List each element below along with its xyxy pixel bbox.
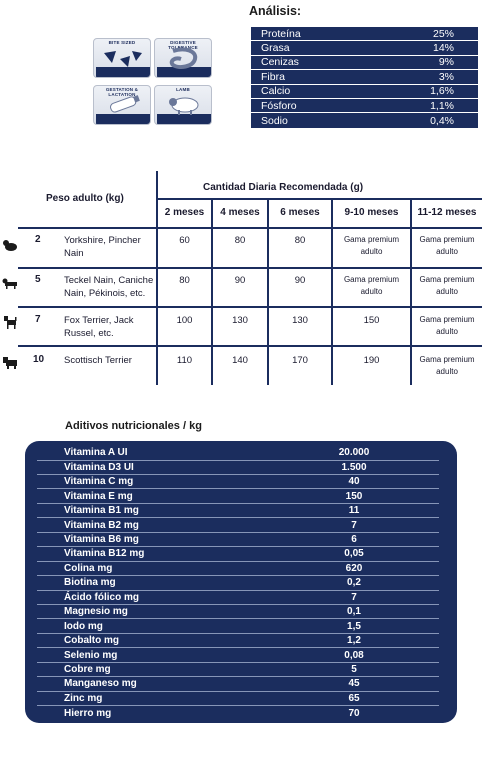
row-value: 150	[363, 315, 380, 326]
row-value: 100	[176, 315, 193, 326]
additive-value: 45	[348, 678, 360, 690]
lamb-icon	[154, 85, 212, 125]
additive-name: Vitamina C mg	[64, 476, 134, 488]
row-value: Gama premium adulto	[419, 355, 475, 376]
age-column-header: 4 meses	[220, 207, 260, 218]
analysis-row	[251, 41, 478, 55]
analysis-row	[251, 85, 478, 99]
additive-name: Vitamina D3 UI	[64, 461, 134, 473]
row-value: 80	[294, 235, 306, 246]
row-weight: 2	[35, 234, 41, 245]
additive-row	[37, 605, 439, 620]
additive-row	[37, 475, 439, 490]
additive-row	[37, 634, 439, 649]
additive-row	[37, 706, 439, 721]
additive-name: Magnesio mg	[64, 606, 128, 618]
row-value: 110	[176, 355, 193, 366]
additive-value: 40	[348, 476, 360, 488]
analysis-value: 14%	[432, 42, 454, 55]
analysis-name: Fibra	[261, 70, 285, 83]
additive-row	[37, 547, 439, 562]
analysis-name: Proteína	[261, 27, 301, 40]
analysis-name: Sodio	[261, 114, 288, 127]
age-column-header: 9-10 meses	[344, 207, 399, 218]
row-value: Gama premium adulto	[343, 235, 400, 256]
additive-row	[37, 562, 439, 577]
additive-row	[37, 446, 439, 461]
additive-row	[37, 591, 439, 606]
additive-name: Vitamina E mg	[64, 490, 133, 502]
icon-caption: DIGESTIVE TOLERANCE	[168, 40, 198, 50]
additive-row	[37, 518, 439, 533]
analysis-row	[251, 70, 478, 84]
row-weight: 10	[33, 354, 45, 365]
age-column-header: 6 meses	[280, 207, 320, 218]
additive-name: Biotina mg	[64, 577, 116, 589]
age-column-header: 2 meses	[164, 207, 205, 218]
additive-name: Manganeso mg	[64, 678, 137, 690]
table-divider	[158, 198, 482, 200]
additive-value: 5	[351, 664, 357, 675]
additives-title: Aditivos nutricionales / kg	[65, 420, 202, 432]
analysis-value: 25%	[432, 27, 454, 40]
additive-name: Cobalto mg	[64, 635, 119, 647]
weight-header: Peso adulto (kg)	[46, 193, 124, 204]
additive-value: 1,2	[347, 635, 361, 647]
additive-value: 1,5	[347, 620, 361, 632]
row-value: 80	[234, 235, 246, 246]
analysis-title: Análisis:	[249, 4, 302, 18]
row-value: 80	[179, 275, 190, 286]
row-breeds: Teckel Nain, Caniche Nain, Pékinois, etc.	[64, 275, 154, 299]
analysis-row	[251, 56, 478, 70]
analysis-row	[251, 27, 478, 41]
row-value: Gama premium adulto	[419, 235, 475, 256]
additive-value: 7	[351, 519, 357, 531]
additive-row	[37, 692, 439, 707]
analysis-name: Calcio	[261, 85, 291, 98]
row-value: Gama premium adulto	[343, 275, 400, 296]
row-value: 130	[292, 315, 308, 326]
row-value: 140	[232, 355, 248, 366]
bite-sized-icon	[93, 38, 151, 78]
additive-row	[37, 460, 439, 475]
row-breeds: Yorkshire, Pincher Nain	[64, 235, 141, 259]
additive-value: 7	[351, 591, 357, 603]
row-breeds: Fox Terrier, Jack Russel, etc.	[64, 315, 134, 339]
table-divider	[18, 306, 482, 308]
row-value: 130	[232, 315, 248, 326]
analysis-row	[251, 113, 478, 127]
additive-name: Vitamina A UI	[64, 447, 128, 459]
additive-row	[37, 576, 439, 591]
additive-row	[37, 489, 439, 504]
additive-row	[37, 533, 439, 548]
additive-row	[37, 504, 439, 519]
gestation-lactation-icon	[93, 85, 151, 125]
additive-value: 0,2	[347, 577, 361, 589]
row-value: 60	[179, 235, 190, 246]
additive-value: 6	[351, 533, 357, 545]
additive-name: Vitamina B1 mg	[64, 505, 139, 517]
additive-row	[37, 648, 439, 663]
icon-caption: LAMB	[176, 87, 190, 92]
analysis-value: 1,1%	[430, 99, 454, 112]
additive-value: 70	[348, 707, 360, 719]
row-value: Gama premium adulto	[419, 275, 475, 296]
additive-name: Vitamina B2 mg	[64, 519, 139, 531]
dachshund-icon	[2, 274, 20, 292]
digestive-tolerance-icon	[154, 38, 212, 78]
additive-row	[37, 619, 439, 634]
additive-value: 1.500	[341, 461, 367, 473]
icon-caption: GESTATION & LACTATION	[105, 87, 139, 97]
table-divider	[18, 227, 482, 229]
analysis-name: Fósforo	[261, 99, 297, 112]
additive-name: Cobre mg	[64, 664, 111, 675]
additive-name: Ácido fólico mg	[64, 591, 139, 603]
additive-name: Colina mg	[64, 562, 113, 574]
analysis-value: 9%	[438, 56, 454, 69]
additive-name: Iodo mg	[64, 620, 103, 632]
analysis-name: Grasa	[261, 42, 290, 55]
terrier-icon	[2, 313, 20, 331]
additive-row	[37, 677, 439, 692]
additive-value: 11	[348, 505, 360, 517]
row-weight: 7	[35, 314, 41, 325]
analysis-value: 1,6%	[430, 85, 454, 98]
row-value: 90	[234, 275, 246, 286]
dog-small-icon	[2, 236, 20, 254]
additive-name: Vitamina B6 mg	[64, 533, 139, 545]
analysis-name: Cenizas	[261, 56, 299, 69]
additive-value: 150	[345, 490, 363, 502]
row-value: Gama premium adulto	[419, 315, 475, 336]
additive-name: Zinc mg	[64, 692, 103, 704]
scottish-terrier-icon	[2, 353, 20, 371]
additive-name: Vitamina B12 mg	[64, 548, 145, 560]
additive-value: 0,05	[344, 548, 364, 560]
additive-name: Selenio mg	[64, 649, 118, 661]
analysis-value: 0,4%	[430, 114, 454, 127]
amount-header: Cantidad Diaria Recomendada (g)	[203, 182, 364, 193]
analysis-value: 3%	[438, 70, 454, 83]
additive-name: Hierro mg	[64, 707, 112, 719]
analysis-table	[251, 27, 478, 128]
row-breeds: Scottisch Terrier	[64, 355, 132, 366]
additive-value: 65	[348, 692, 360, 704]
analysis-row	[251, 99, 478, 113]
additive-row	[37, 663, 439, 678]
table-divider	[18, 345, 482, 347]
additive-value: 0,1	[347, 606, 361, 618]
additive-value: 20.000	[338, 447, 370, 459]
row-value: 170	[292, 355, 308, 366]
row-weight: 5	[35, 274, 41, 285]
icon-caption: BITE SIZED	[108, 40, 136, 45]
age-column-header: 11-12 meses	[417, 207, 477, 218]
additive-value: 0,08	[344, 649, 364, 661]
row-value: 190	[363, 355, 380, 366]
row-value: 90	[294, 275, 306, 286]
table-divider	[18, 267, 482, 269]
additive-value: 620	[345, 562, 363, 574]
